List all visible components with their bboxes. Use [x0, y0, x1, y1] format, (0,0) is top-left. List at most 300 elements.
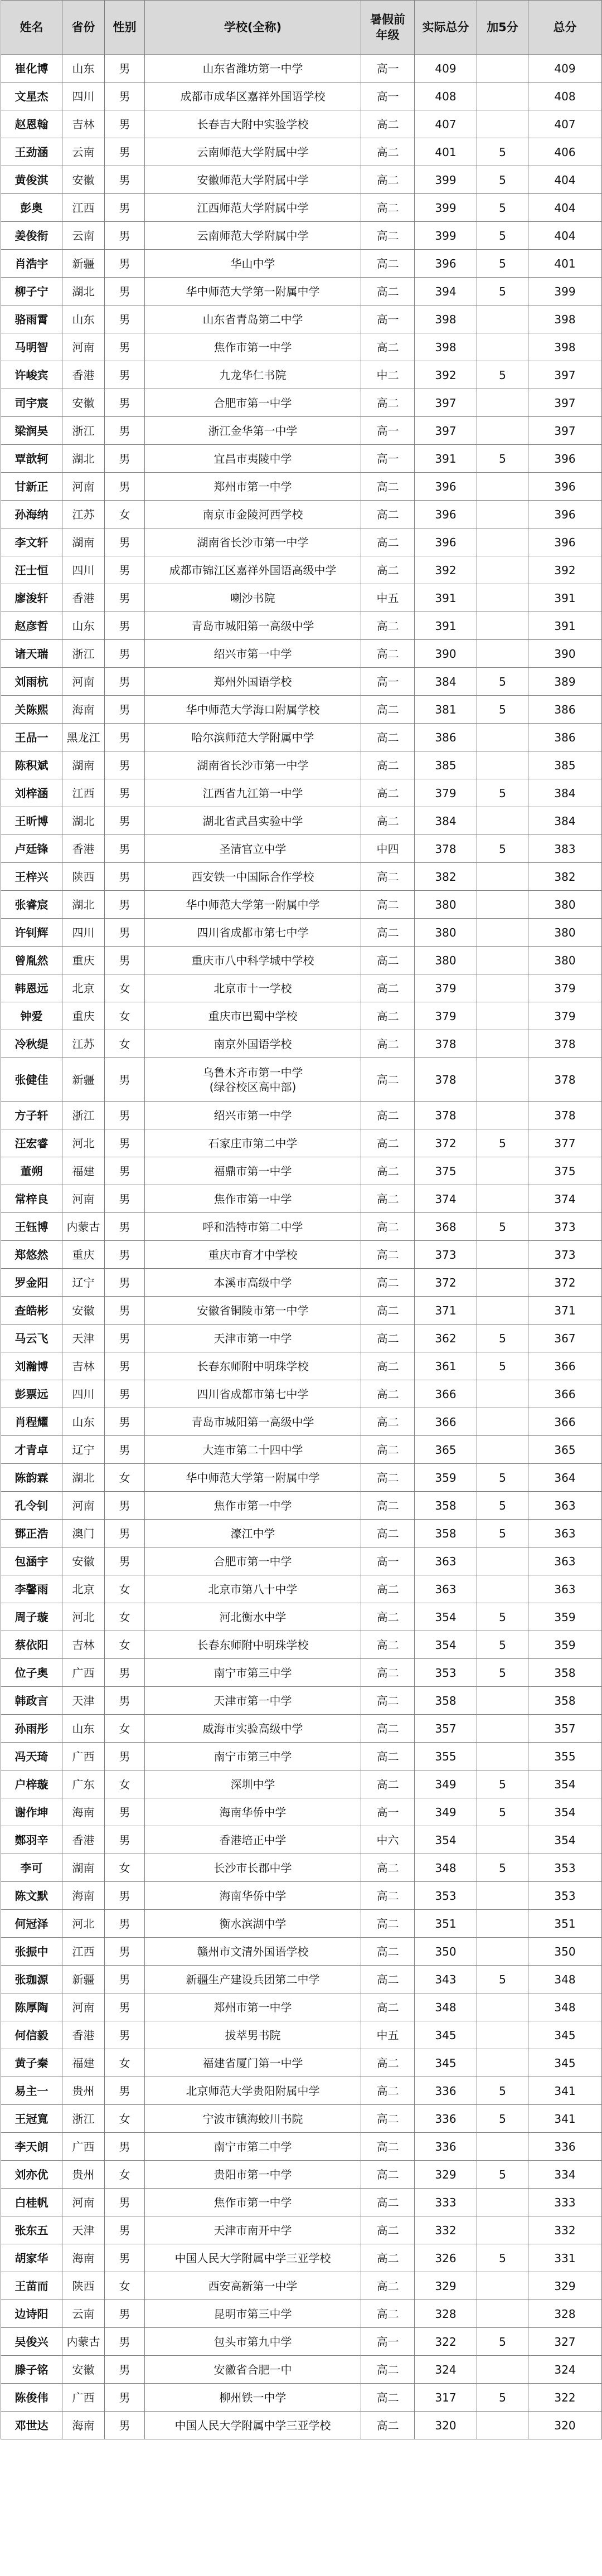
cell-gender: 男 — [105, 835, 145, 863]
cell-grade: 高二 — [361, 1129, 415, 1157]
cell-total: 404 — [528, 222, 602, 250]
cell-grade: 高二 — [361, 2216, 415, 2244]
cell-gender: 男 — [105, 2412, 145, 2439]
cell-name: 滕子铭 — [1, 2356, 62, 2384]
table-row — [1, 417, 602, 445]
cell-province: 黑龙江 — [62, 724, 105, 751]
cell-name: 柳子宁 — [1, 278, 62, 305]
cell-grade: 高一 — [361, 417, 415, 445]
cell-school: 本溪市高级中学 — [145, 1269, 361, 1297]
cell-school: 山东省潍坊第一中学 — [145, 55, 361, 83]
table-row — [1, 110, 602, 138]
cell-province: 贵州 — [62, 2077, 105, 2105]
cell-bonus — [477, 919, 528, 947]
cell-gender: 女 — [105, 1030, 145, 1058]
cell-grade: 高二 — [361, 1854, 415, 1882]
cell-actual-score: 378 — [415, 835, 477, 863]
cell-name: 王品一 — [1, 724, 62, 751]
cell-grade: 高一 — [361, 305, 415, 333]
cell-gender: 女 — [105, 1603, 145, 1631]
cell-gender: 男 — [105, 947, 145, 974]
cell-gender: 男 — [105, 696, 145, 724]
cell-bonus — [477, 1408, 528, 1436]
cell-province: 广西 — [62, 2133, 105, 2161]
cell-gender: 女 — [105, 1464, 145, 1492]
cell-school: 河北衡水中学 — [145, 1603, 361, 1631]
cell-school: 焦作市第一中学 — [145, 1492, 361, 1520]
cell-actual-score: 361 — [415, 1352, 477, 1380]
cell-name: 张东五 — [1, 2216, 62, 2244]
table-row — [1, 835, 602, 863]
table-row — [1, 333, 602, 361]
cell-grade: 高二 — [361, 1002, 415, 1030]
cell-gender: 男 — [105, 361, 145, 389]
cell-grade: 高一 — [361, 83, 415, 110]
table-row — [1, 445, 602, 473]
cell-actual-score: 328 — [415, 2300, 477, 2328]
cell-name: 彭票远 — [1, 1380, 62, 1408]
cell-gender: 女 — [105, 1770, 145, 1798]
cell-name: 胡家华 — [1, 2244, 62, 2272]
table-row — [1, 640, 602, 668]
cell-grade: 高二 — [361, 1157, 415, 1185]
cell-total: 397 — [528, 417, 602, 445]
table-row — [1, 1129, 602, 1157]
table-row — [1, 2384, 602, 2412]
cell-bonus — [477, 1002, 528, 1030]
table-row — [1, 1715, 602, 1743]
cell-school: 天津市第一中学 — [145, 1325, 361, 1352]
cell-province: 贵州 — [62, 2161, 105, 2189]
cell-bonus — [477, 1715, 528, 1743]
table-row — [1, 2216, 602, 2244]
cell-name: 陈文默 — [1, 1882, 62, 1910]
cell-name: 卢廷锋 — [1, 835, 62, 863]
cell-grade: 高二 — [361, 751, 415, 779]
cell-grade: 高二 — [361, 724, 415, 751]
cell-total: 380 — [528, 919, 602, 947]
cell-grade: 高二 — [361, 779, 415, 807]
table-row — [1, 83, 602, 110]
cell-bonus: 5 — [477, 361, 528, 389]
header-gender: 性别 — [105, 1, 145, 55]
cell-province: 浙江 — [62, 417, 105, 445]
cell-bonus — [477, 1826, 528, 1854]
table-row — [1, 2244, 602, 2272]
cell-school: 长春东师附中明珠学校 — [145, 1631, 361, 1659]
cell-name: 鄭羽辛 — [1, 1826, 62, 1854]
cell-gender: 男 — [105, 194, 145, 222]
cell-actual-score: 375 — [415, 1157, 477, 1185]
cell-school: 合肥市第一中学 — [145, 389, 361, 417]
table-row — [1, 1325, 602, 1352]
cell-grade: 高二 — [361, 2384, 415, 2412]
cell-name: 王劲涵 — [1, 138, 62, 166]
cell-grade: 高二 — [361, 1938, 415, 1966]
cell-bonus: 5 — [477, 1492, 528, 1520]
cell-school: 四川省成都市第七中学 — [145, 919, 361, 947]
table-row — [1, 1826, 602, 1854]
cell-province: 四川 — [62, 1380, 105, 1408]
cell-gender: 男 — [105, 1269, 145, 1297]
cell-gender: 男 — [105, 1408, 145, 1436]
cell-bonus: 5 — [477, 2161, 528, 2189]
cell-gender: 男 — [105, 166, 145, 194]
cell-name: 赵恩翰 — [1, 110, 62, 138]
cell-total: 324 — [528, 2356, 602, 2384]
cell-actual-score: 394 — [415, 278, 477, 305]
cell-actual-score: 363 — [415, 1547, 477, 1575]
cell-province: 重庆 — [62, 947, 105, 974]
cell-name: 位子奥 — [1, 1659, 62, 1687]
cell-bonus — [477, 1687, 528, 1715]
cell-total: 359 — [528, 1631, 602, 1659]
cell-total: 397 — [528, 361, 602, 389]
cell-province: 江苏 — [62, 1030, 105, 1058]
table-row — [1, 807, 602, 835]
cell-actual-score: 358 — [415, 1492, 477, 1520]
cell-school: 拔萃男书院 — [145, 2021, 361, 2049]
cell-bonus: 5 — [477, 1129, 528, 1157]
cell-grade: 高二 — [361, 2272, 415, 2300]
cell-grade: 高二 — [361, 1380, 415, 1408]
cell-bonus — [477, 2021, 528, 2049]
cell-bonus: 5 — [477, 1631, 528, 1659]
cell-actual-score: 365 — [415, 1436, 477, 1464]
cell-name: 鄧正浩 — [1, 1520, 62, 1547]
cell-province: 福建 — [62, 1157, 105, 1185]
cell-grade: 高二 — [361, 501, 415, 528]
cell-name: 马云飞 — [1, 1325, 62, 1352]
cell-total: 404 — [528, 166, 602, 194]
cell-school: 南京外国语学校 — [145, 1030, 361, 1058]
cell-province: 北京 — [62, 974, 105, 1002]
cell-actual-score: 317 — [415, 2384, 477, 2412]
cell-name: 包涵宇 — [1, 1547, 62, 1575]
cell-total: 354 — [528, 1826, 602, 1854]
cell-school: 北京师范大学贵阳附属中学 — [145, 2077, 361, 2105]
cell-actual-score: 363 — [415, 1575, 477, 1603]
table-row — [1, 1520, 602, 1547]
cell-total: 371 — [528, 1297, 602, 1325]
cell-province: 香港 — [62, 361, 105, 389]
cell-province: 天津 — [62, 1325, 105, 1352]
cell-actual-score: 379 — [415, 1002, 477, 1030]
table-row — [1, 974, 602, 1002]
cell-grade: 高二 — [361, 2189, 415, 2216]
cell-school: 贵阳市第一中学 — [145, 2161, 361, 2189]
cell-actual-score: 379 — [415, 779, 477, 807]
table-row — [1, 2077, 602, 2105]
cell-bonus — [477, 584, 528, 612]
cell-grade: 高二 — [361, 1213, 415, 1241]
cell-gender: 男 — [105, 2216, 145, 2244]
cell-province: 安徽 — [62, 166, 105, 194]
cell-school: 山东省青岛第二中学 — [145, 305, 361, 333]
cell-name: 诸天瑞 — [1, 640, 62, 668]
table-row — [1, 779, 602, 807]
cell-province: 河北 — [62, 1129, 105, 1157]
cell-grade: 高二 — [361, 919, 415, 947]
cell-gender: 男 — [105, 2021, 145, 2049]
table-row — [1, 1492, 602, 1520]
cell-name: 白桂帆 — [1, 2189, 62, 2216]
cell-school: 石家庄市第二中学 — [145, 1129, 361, 1157]
cell-school: 绍兴市第一中学 — [145, 1102, 361, 1129]
cell-actual-score: 380 — [415, 919, 477, 947]
cell-gender: 男 — [105, 110, 145, 138]
cell-school: 西安铁一中国际合作学校 — [145, 863, 361, 891]
cell-bonus — [477, 55, 528, 83]
cell-name: 李可 — [1, 1854, 62, 1882]
cell-bonus — [477, 2300, 528, 2328]
cell-province: 湖北 — [62, 445, 105, 473]
cell-actual-score: 385 — [415, 751, 477, 779]
cell-actual-score: 380 — [415, 891, 477, 919]
cell-province: 安徽 — [62, 389, 105, 417]
cell-school: 南宁市第三中学 — [145, 1743, 361, 1770]
cell-total: 407 — [528, 110, 602, 138]
cell-bonus: 5 — [477, 2077, 528, 2105]
cell-name: 韩政言 — [1, 1687, 62, 1715]
cell-school: 哈尔滨师范大学附属中学 — [145, 724, 361, 751]
cell-school: 昆明市第三中学 — [145, 2300, 361, 2328]
cell-total: 359 — [528, 1603, 602, 1631]
cell-grade: 高二 — [361, 1185, 415, 1213]
cell-grade: 高二 — [361, 556, 415, 584]
cell-actual-score: 353 — [415, 1882, 477, 1910]
cell-province: 广西 — [62, 1743, 105, 1770]
cell-actual-score: 366 — [415, 1408, 477, 1436]
cell-actual-score: 373 — [415, 1241, 477, 1269]
table-row — [1, 1157, 602, 1185]
cell-province: 内蒙古 — [62, 1213, 105, 1241]
cell-actual-score: 397 — [415, 417, 477, 445]
cell-total: 328 — [528, 2300, 602, 2328]
cell-bonus — [477, 807, 528, 835]
table-row — [1, 1002, 602, 1030]
cell-province: 北京 — [62, 1575, 105, 1603]
cell-province: 江西 — [62, 194, 105, 222]
cell-province: 河南 — [62, 473, 105, 501]
cell-gender: 男 — [105, 1157, 145, 1185]
cell-bonus: 5 — [477, 1603, 528, 1631]
cell-actual-score: 324 — [415, 2356, 477, 2384]
cell-name: 崔化博 — [1, 55, 62, 83]
cell-total: 351 — [528, 1910, 602, 1938]
cell-province: 安徽 — [62, 2356, 105, 2384]
cell-name: 陈韵霖 — [1, 1464, 62, 1492]
cell-bonus — [477, 1269, 528, 1297]
table-row — [1, 1938, 602, 1966]
cell-gender: 女 — [105, 1715, 145, 1743]
cell-grade: 中五 — [361, 584, 415, 612]
cell-school: 天津市南开中学 — [145, 2216, 361, 2244]
cell-gender: 女 — [105, 2272, 145, 2300]
table-row — [1, 1408, 602, 1436]
cell-school: 成都市锦江区嘉祥外国语高级中学 — [145, 556, 361, 584]
cell-actual-score: 408 — [415, 83, 477, 110]
cell-gender: 男 — [105, 278, 145, 305]
cell-gender: 男 — [105, 1966, 145, 1993]
cell-gender: 男 — [105, 250, 145, 278]
cell-gender: 男 — [105, 779, 145, 807]
cell-bonus — [477, 528, 528, 556]
cell-grade: 高二 — [361, 1770, 415, 1798]
cell-total: 378 — [528, 1030, 602, 1058]
cell-gender: 男 — [105, 863, 145, 891]
cell-province: 湖南 — [62, 751, 105, 779]
cell-grade: 高二 — [361, 1743, 415, 1770]
cell-name: 汪宏睿 — [1, 1129, 62, 1157]
header-grade: 暑假前 年级 — [361, 1, 415, 55]
cell-bonus: 5 — [477, 696, 528, 724]
cell-province: 河南 — [62, 1185, 105, 1213]
cell-total: 389 — [528, 668, 602, 696]
cell-actual-score: 398 — [415, 333, 477, 361]
cell-school: 华中师范大学第一附属中学 — [145, 1464, 361, 1492]
cell-total: 364 — [528, 1464, 602, 1492]
cell-gender: 男 — [105, 305, 145, 333]
table-row — [1, 751, 602, 779]
cell-province: 云南 — [62, 138, 105, 166]
cell-total: 401 — [528, 250, 602, 278]
table-row — [1, 1687, 602, 1715]
table-row — [1, 501, 602, 528]
cell-school: 华山中学 — [145, 250, 361, 278]
cell-province: 内蒙古 — [62, 2328, 105, 2356]
cell-gender: 男 — [105, 640, 145, 668]
cell-name: 骆雨霄 — [1, 305, 62, 333]
cell-grade: 高二 — [361, 2244, 415, 2272]
cell-actual-score: 399 — [415, 194, 477, 222]
cell-gender: 女 — [105, 974, 145, 1002]
cell-gender: 男 — [105, 751, 145, 779]
cell-province: 重庆 — [62, 1241, 105, 1269]
cell-grade: 中四 — [361, 835, 415, 863]
cell-actual-score: 354 — [415, 1603, 477, 1631]
cell-province: 山东 — [62, 305, 105, 333]
cell-bonus: 5 — [477, 1520, 528, 1547]
cell-total: 396 — [528, 501, 602, 528]
cell-school: 中国人民大学附属中学三亚学校 — [145, 2412, 361, 2439]
table-row — [1, 1631, 602, 1659]
table-row — [1, 696, 602, 724]
table-row — [1, 2049, 602, 2077]
cell-name: 孙海纳 — [1, 501, 62, 528]
cell-total: 322 — [528, 2384, 602, 2412]
cell-province: 河北 — [62, 1910, 105, 1938]
cell-province: 辽宁 — [62, 1436, 105, 1464]
cell-total: 373 — [528, 1241, 602, 1269]
cell-bonus — [477, 305, 528, 333]
cell-grade: 高一 — [361, 445, 415, 473]
cell-grade: 高二 — [361, 2077, 415, 2105]
cell-province: 湖北 — [62, 1464, 105, 1492]
cell-province: 河南 — [62, 1492, 105, 1520]
cell-bonus — [477, 1575, 528, 1603]
cell-actual-score: 355 — [415, 1743, 477, 1770]
cell-province: 江西 — [62, 779, 105, 807]
cell-total: 363 — [528, 1575, 602, 1603]
table-row — [1, 1241, 602, 1269]
cell-gender: 男 — [105, 389, 145, 417]
cell-bonus — [477, 2049, 528, 2077]
cell-total: 348 — [528, 1966, 602, 1993]
cell-grade: 高二 — [361, 1631, 415, 1659]
cell-school: 青岛市城阳第一高级中学 — [145, 1408, 361, 1436]
cell-total: 397 — [528, 389, 602, 417]
cell-name: 谢作坤 — [1, 1798, 62, 1826]
cell-school: 四川省成都市第七中学 — [145, 1380, 361, 1408]
cell-province: 天津 — [62, 1687, 105, 1715]
cell-school: 天津市第一中学 — [145, 1687, 361, 1715]
cell-name: 刘瀚博 — [1, 1352, 62, 1380]
cell-bonus — [477, 417, 528, 445]
cell-bonus: 5 — [477, 1854, 528, 1882]
cell-name: 才青卓 — [1, 1436, 62, 1464]
cell-bonus — [477, 751, 528, 779]
cell-name: 陈积斌 — [1, 751, 62, 779]
table-row — [1, 55, 602, 83]
cell-name: 吴俊兴 — [1, 2328, 62, 2356]
cell-school: 新疆生产建设兵团第二中学 — [145, 1966, 361, 1993]
cell-name: 王苗而 — [1, 2272, 62, 2300]
cell-province: 吉林 — [62, 1631, 105, 1659]
cell-province: 天津 — [62, 2216, 105, 2244]
table-row — [1, 1993, 602, 2021]
cell-bonus — [477, 724, 528, 751]
cell-bonus — [477, 612, 528, 640]
cell-name: 汪士恒 — [1, 556, 62, 584]
cell-bonus — [477, 1380, 528, 1408]
cell-gender: 女 — [105, 501, 145, 528]
cell-school: 宜昌市夷陵中学 — [145, 445, 361, 473]
cell-total: 373 — [528, 1213, 602, 1241]
cell-province: 河南 — [62, 2189, 105, 2216]
cell-name: 司宇宸 — [1, 389, 62, 417]
cell-actual-score: 384 — [415, 668, 477, 696]
cell-total: 375 — [528, 1157, 602, 1185]
cell-total: 357 — [528, 1715, 602, 1743]
cell-gender: 男 — [105, 333, 145, 361]
table-row — [1, 2272, 602, 2300]
cell-actual-score: 378 — [415, 1030, 477, 1058]
cell-school: 长沙市长郡中学 — [145, 1854, 361, 1882]
cell-total: 332 — [528, 2216, 602, 2244]
cell-actual-score: 350 — [415, 1938, 477, 1966]
cell-gender: 男 — [105, 1352, 145, 1380]
cell-actual-score: 396 — [415, 250, 477, 278]
cell-bonus: 5 — [477, 1325, 528, 1352]
cell-province: 湖北 — [62, 891, 105, 919]
cell-bonus — [477, 2272, 528, 2300]
cell-total: 396 — [528, 528, 602, 556]
cell-gender: 男 — [105, 473, 145, 501]
cell-province: 香港 — [62, 1826, 105, 1854]
header-bonus: 加5分 — [477, 1, 528, 55]
cell-province: 香港 — [62, 835, 105, 863]
cell-total: 358 — [528, 1687, 602, 1715]
cell-school: 九龙华仁书院 — [145, 361, 361, 389]
cell-grade: 高二 — [361, 1297, 415, 1325]
cell-actual-score: 384 — [415, 807, 477, 835]
cell-school: 安徽省铜陵市第一中学 — [145, 1297, 361, 1325]
table-row — [1, 1464, 602, 1492]
cell-name: 肖浩宇 — [1, 250, 62, 278]
cell-province: 四川 — [62, 919, 105, 947]
cell-gender: 女 — [105, 1002, 145, 1030]
